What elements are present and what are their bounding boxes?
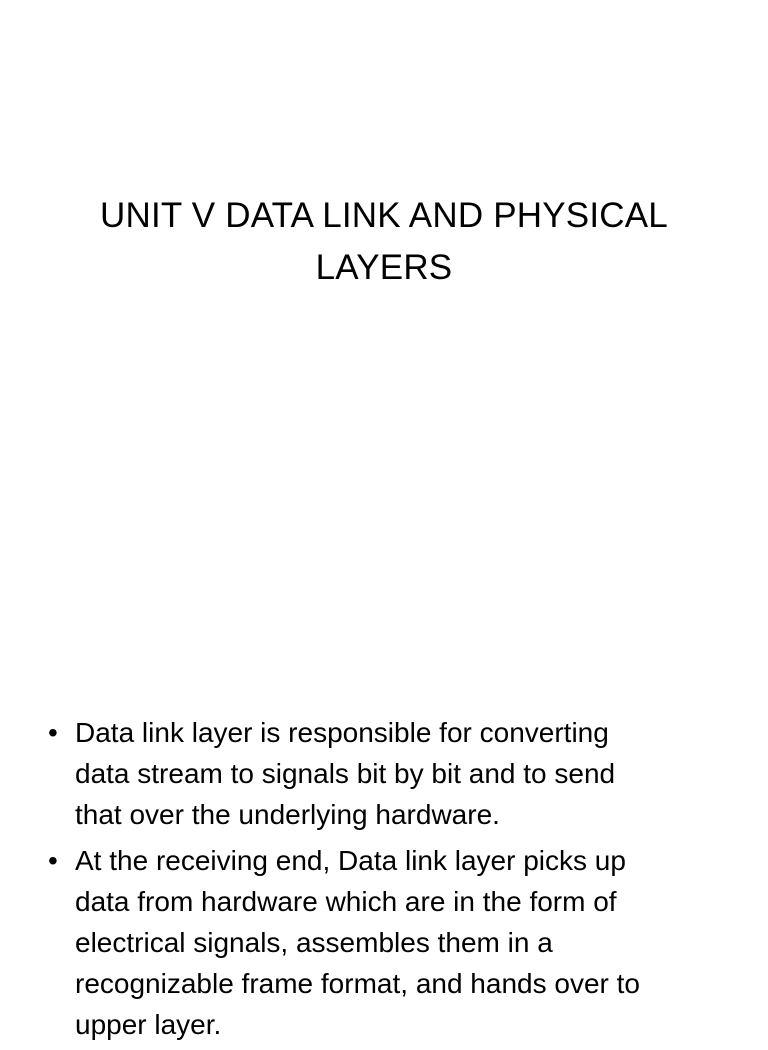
slide-title — [0, 190, 768, 294]
bullet-line: data stream to signals bit by bit and to send — [75, 758, 616, 789]
bullet-marker: • — [48, 717, 58, 748]
bullet-line: electrical signals, assembles them in a — [75, 927, 553, 958]
title-slide — [0, 190, 768, 294]
title-line: UNIT V DATA LINK AND PHYSICAL — [100, 196, 668, 235]
bullet-list — [44, 712, 744, 1045]
bullet-text — [75, 712, 744, 835]
bullet-line: At the receiving end, Data link layer picks up — [75, 845, 626, 876]
bullet-line: recognizable frame format, and hands over to — [75, 968, 640, 999]
bullet-line: that over the underlying hardware. — [75, 799, 500, 830]
content-slide — [44, 712, 744, 1050]
bullet-item — [44, 840, 744, 1045]
bullet-text — [75, 840, 744, 1045]
title-line: LAYERS — [315, 248, 453, 287]
bullet-line: data from hardware which are in the form of — [75, 886, 617, 917]
bullet-item — [44, 712, 744, 835]
bullet-line: upper layer. — [75, 1009, 222, 1040]
bullet-marker: • — [48, 845, 58, 876]
bullet-line: Data link layer is responsible for converting — [75, 717, 609, 748]
